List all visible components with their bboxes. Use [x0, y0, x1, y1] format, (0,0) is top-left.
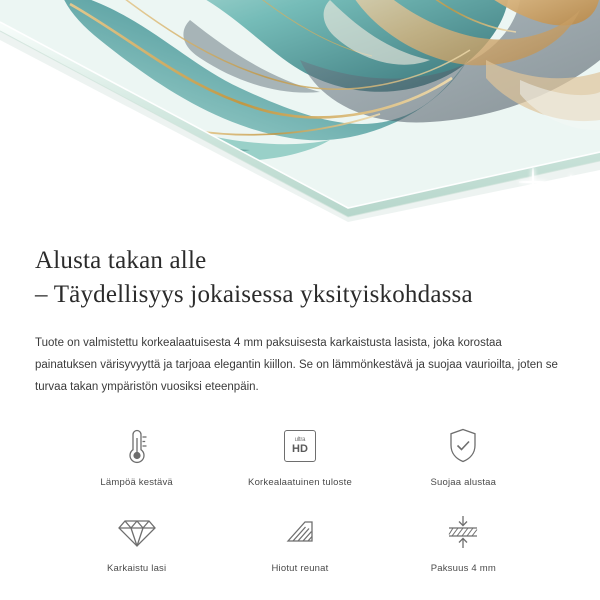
ultra-hd-badge-bottom: HD [292, 443, 308, 455]
abstract-marble-glass-panel-image [0, 0, 600, 222]
feature-tempered-glass [55, 510, 218, 574]
diamond-icon [117, 510, 157, 554]
feature-polished-edges [218, 510, 381, 574]
feature-label: Paksuus 4 mm [430, 563, 496, 574]
ultra-hd-badge-top: ultra [294, 437, 306, 443]
description-paragraph: Tuote on valmistettu korkealaatuisesta 4 mm paksuisesta karkaistusta lasista, joka korostaa painatuksen värisyvyyttä ja tarjoaa elegantin kiillon. Se on lämmönkestävä ja suojaa vaurioilta, joten se turvaa takan ympäristön vuosiksi eteenpäin. [35, 337, 558, 393]
page-title [35, 244, 565, 312]
headline-line-2: – Täydellisyys jokaisessa yksityiskohdassa [35, 281, 473, 308]
feature-label: Lämpöä kestävä [100, 477, 173, 488]
thermometer-icon [120, 424, 154, 468]
feature-grid [35, 424, 565, 574]
feature-label: Suojaa alustaa [430, 477, 497, 488]
headline-line-1: Alusta takan alle [35, 247, 207, 274]
feature-label: Hiotut reunat [271, 563, 329, 574]
description-text [35, 332, 565, 398]
feature-label: Karkaistu lasi [107, 563, 167, 574]
thickness-arrows-icon [443, 510, 483, 554]
polished-edges-icon [281, 510, 319, 554]
content-area [0, 244, 600, 574]
feature-thickness [382, 510, 545, 574]
feature-high-quality-print [218, 424, 381, 488]
feature-protects-surface [382, 424, 545, 488]
feature-label: Korkealaatuinen tuloste [248, 477, 352, 488]
feature-heat-resistant [55, 424, 218, 488]
hero-image [0, 0, 600, 222]
ultra-hd-icon [284, 424, 316, 468]
shield-check-icon [445, 424, 481, 468]
